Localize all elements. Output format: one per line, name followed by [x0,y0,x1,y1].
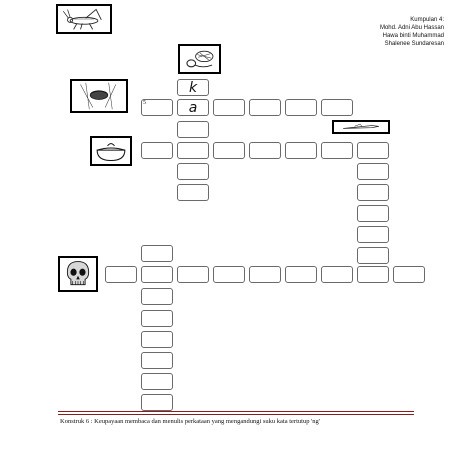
answer-cell[interactable] [177,142,209,159]
answer-cell[interactable] [285,266,317,283]
group-label: Kumpulan 4: [410,17,444,23]
answer-cell[interactable] [249,142,281,159]
answer-cell[interactable] [141,142,173,159]
answer-cell[interactable] [141,394,173,411]
answer-cell[interactable] [141,352,173,369]
answer-cell[interactable] [357,142,389,159]
answer-cell[interactable] [141,310,173,327]
answer-cell[interactable] [321,99,353,116]
footer-rule [58,411,414,412]
cocoon-picture [178,44,221,74]
answer-cell[interactable] [105,266,137,283]
answer-cell[interactable] [393,266,425,283]
pen-icon [334,122,388,132]
author-name: Mohd. Adni Abu Hassan [379,25,444,31]
answer-cell[interactable] [357,266,389,283]
answer-cell[interactable] [357,226,389,243]
grasshopper-icon [58,6,110,32]
skull-icon [60,258,96,290]
answer-cell[interactable]: a [177,99,209,116]
pot-icon [92,138,130,164]
footer-caption: Konstruk 6 : Keupayaan membaca dan menulis perkataan yang mengandungi suku kata tertutup 'ng' [60,418,320,425]
answer-cell[interactable] [177,163,209,180]
answer-cell[interactable] [321,142,353,159]
cocoon-icon [180,46,219,72]
answer-cell[interactable] [285,99,317,116]
answer-cell[interactable] [213,266,245,283]
answer-cell[interactable] [141,288,173,305]
footer-rule [58,414,414,415]
answer-cell[interactable] [141,331,173,348]
author-name: Hawa binti Muhammad [382,33,444,39]
answer-cell[interactable] [177,121,209,138]
grasshopper-picture [56,4,112,34]
answer-cell[interactable] [285,142,317,159]
author-name: Shalenee Sundaresan [384,41,444,47]
answer-cell[interactable] [357,247,389,264]
answer-cell[interactable] [321,266,353,283]
pen-picture [332,120,390,134]
answer-cell[interactable] [357,205,389,222]
answer-cell[interactable] [141,266,173,283]
nest-icon [72,81,126,111]
answer-cell[interactable] [249,99,281,116]
answer-cell[interactable] [357,184,389,201]
answer-cell[interactable] [177,184,209,201]
skull-picture [58,256,98,292]
pot-picture [90,136,132,166]
answer-cell[interactable]: k [177,79,209,96]
answer-cell[interactable] [141,373,173,390]
answer-cell[interactable] [213,99,245,116]
answer-cell[interactable] [249,266,281,283]
answer-cell[interactable] [213,142,245,159]
author-block [380,16,444,48]
answer-cell[interactable] [141,245,173,262]
answer-cell[interactable] [177,266,209,283]
clue-number: 5 [143,100,146,106]
nest-picture [70,79,128,113]
answer-cell[interactable] [357,163,389,180]
